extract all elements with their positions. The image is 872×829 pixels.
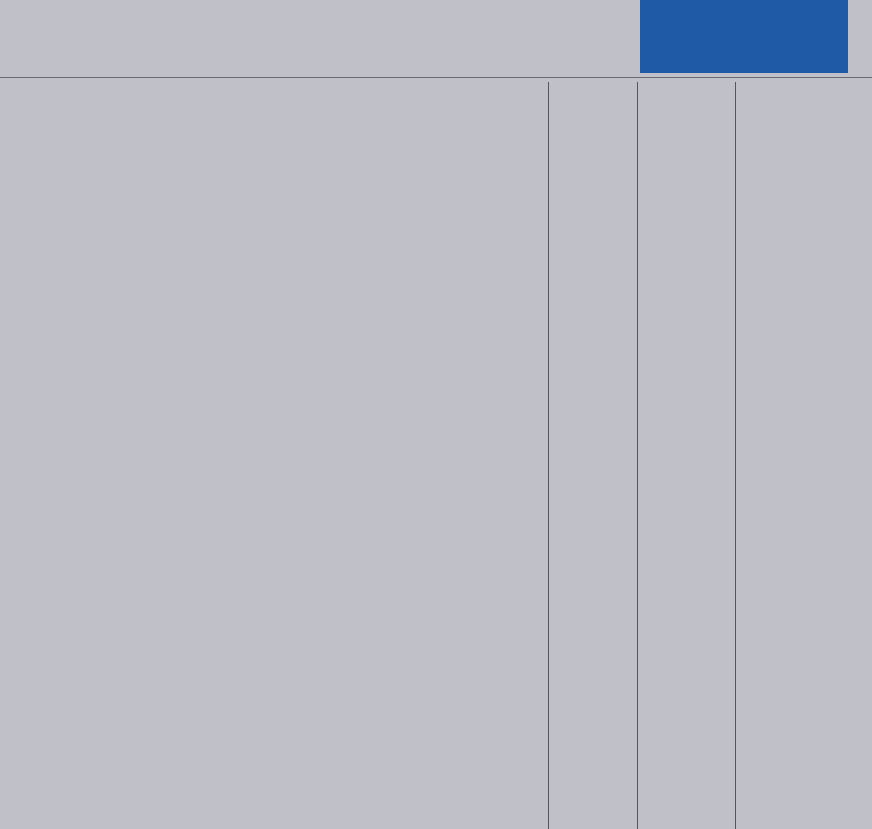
roller-logo — [640, 0, 848, 73]
column-divider — [735, 82, 736, 829]
column-divider — [637, 82, 638, 829]
header — [0, 0, 872, 78]
column-divider — [548, 82, 549, 829]
table-header-row — [0, 82, 872, 111]
